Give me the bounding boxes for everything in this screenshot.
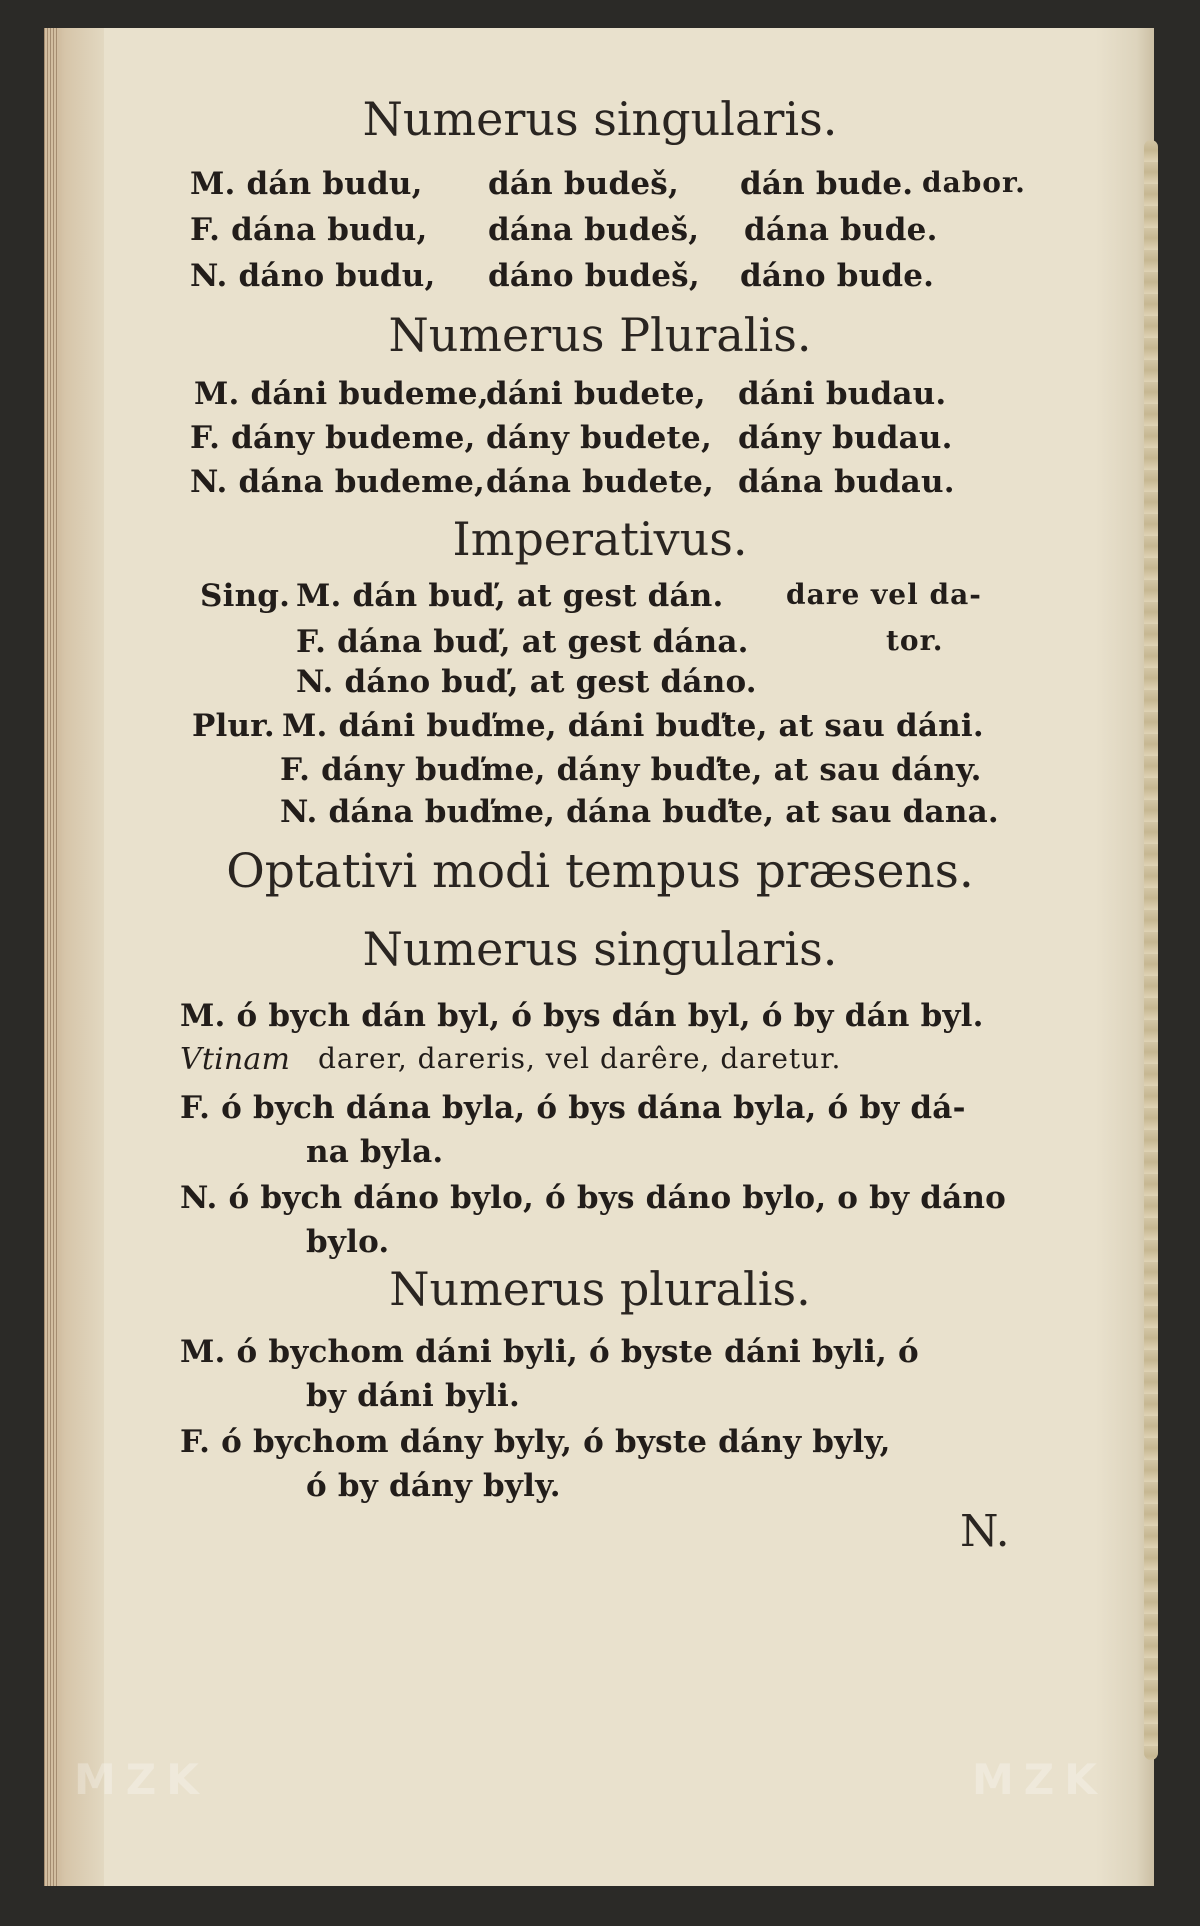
table-row (0, 258, 1200, 302)
catchword: N. (960, 1506, 1010, 1557)
cell: dáno bude. (740, 258, 935, 294)
cell: F. dána budu, (190, 212, 428, 248)
cell: dán bude. (740, 166, 914, 202)
text-line (0, 1378, 1200, 1422)
cell: dána budau. (738, 464, 955, 500)
latin-gloss: dare vel da- (786, 578, 982, 611)
latin-line: darer, dareris, vel darêre, daretur. (318, 1042, 842, 1075)
text-line (0, 1134, 1200, 1178)
text-line (0, 1468, 1200, 1512)
line: N. ó bych dáno bylo, ó bys dáno bylo, o by dáno (180, 1180, 1007, 1216)
table-row (0, 624, 1200, 668)
sing-label: Sing. (200, 578, 291, 614)
watermark-left: MZK (74, 1755, 209, 1804)
line: M. ó bych dán byl, ó bys dán byl, ó by dán byl. (180, 998, 984, 1034)
line: M. ó bychom dáni byli, ó byste dáni byli, ó (180, 1334, 919, 1370)
heading-optativi: Optativi modi tempus præsens. (226, 844, 974, 899)
line: F. ó bychom dány byly, ó byste dány byly, (180, 1424, 891, 1460)
table-row (0, 752, 1200, 796)
table-row (0, 464, 1200, 508)
table-row (0, 166, 1200, 210)
cell: M. dán budu, (190, 166, 423, 202)
plur-label: Plur. (192, 708, 275, 744)
line: bylo. (306, 1224, 390, 1260)
text-line (0, 1334, 1200, 1378)
cell: dáni budau. (738, 376, 947, 412)
cell: dány budau. (738, 420, 953, 456)
line: na byla. (306, 1134, 444, 1170)
latin-gloss: tor. (886, 624, 944, 657)
table-row (0, 376, 1200, 420)
cell: dány budete, (486, 420, 712, 456)
cell: F. dána buď, at gest dána. (296, 624, 749, 660)
table-row (0, 708, 1200, 752)
latin-label: Vtinam (180, 1042, 291, 1077)
line: by dáni byli. (306, 1378, 520, 1414)
heading-numerus-pluralis: Numerus Pluralis. (388, 308, 812, 362)
cell: dána bude. (744, 212, 938, 248)
cell: dán budeš, (488, 166, 679, 202)
watermark-right: MZK (972, 1755, 1107, 1804)
cell: N. dáno budu, (190, 258, 436, 294)
text-line (0, 998, 1200, 1042)
text-line (0, 1424, 1200, 1468)
text-line (0, 1090, 1200, 1134)
cell: M. dáni buďme, dáni buďte, at sau dáni. (282, 708, 984, 744)
heading-numerus-singularis: Numerus singularis. (362, 92, 838, 146)
heading-numerus-pluralis-2: Numerus pluralis. (389, 1262, 811, 1316)
table-row (0, 420, 1200, 464)
text-line (0, 1042, 1200, 1086)
table-row (0, 578, 1200, 622)
cell: dáni budete, (486, 376, 706, 412)
heading-imperativus: Imperativus. (452, 512, 748, 566)
heading-numerus-singularis-2: Numerus singularis. (362, 922, 838, 976)
cell: M. dán buď, at gest dán. (296, 578, 724, 614)
cell: dána budete, (486, 464, 715, 500)
cell: M. dáni budeme, (194, 376, 489, 412)
latin-gloss: dabor. (922, 166, 1026, 199)
table-row (0, 212, 1200, 256)
cell: F. dány buďme, dány buďte, at sau dány. (280, 752, 982, 788)
line: F. ó bych dána byla, ó bys dána byla, ó by dá- (180, 1090, 966, 1126)
cell: N. dána buďme, dána buďte, at sau dana. (280, 794, 999, 830)
cell: F. dány budeme, (190, 420, 476, 456)
text-line (0, 1180, 1200, 1224)
table-row (0, 664, 1200, 708)
table-row (0, 794, 1200, 838)
cell: dáno budeš, (488, 258, 700, 294)
cell: N. dáno buď, at gest dáno. (296, 664, 757, 700)
cell: dána budeš, (488, 212, 700, 248)
cell: N. dána budeme, (190, 464, 486, 500)
line: ó by dány byly. (306, 1468, 561, 1504)
